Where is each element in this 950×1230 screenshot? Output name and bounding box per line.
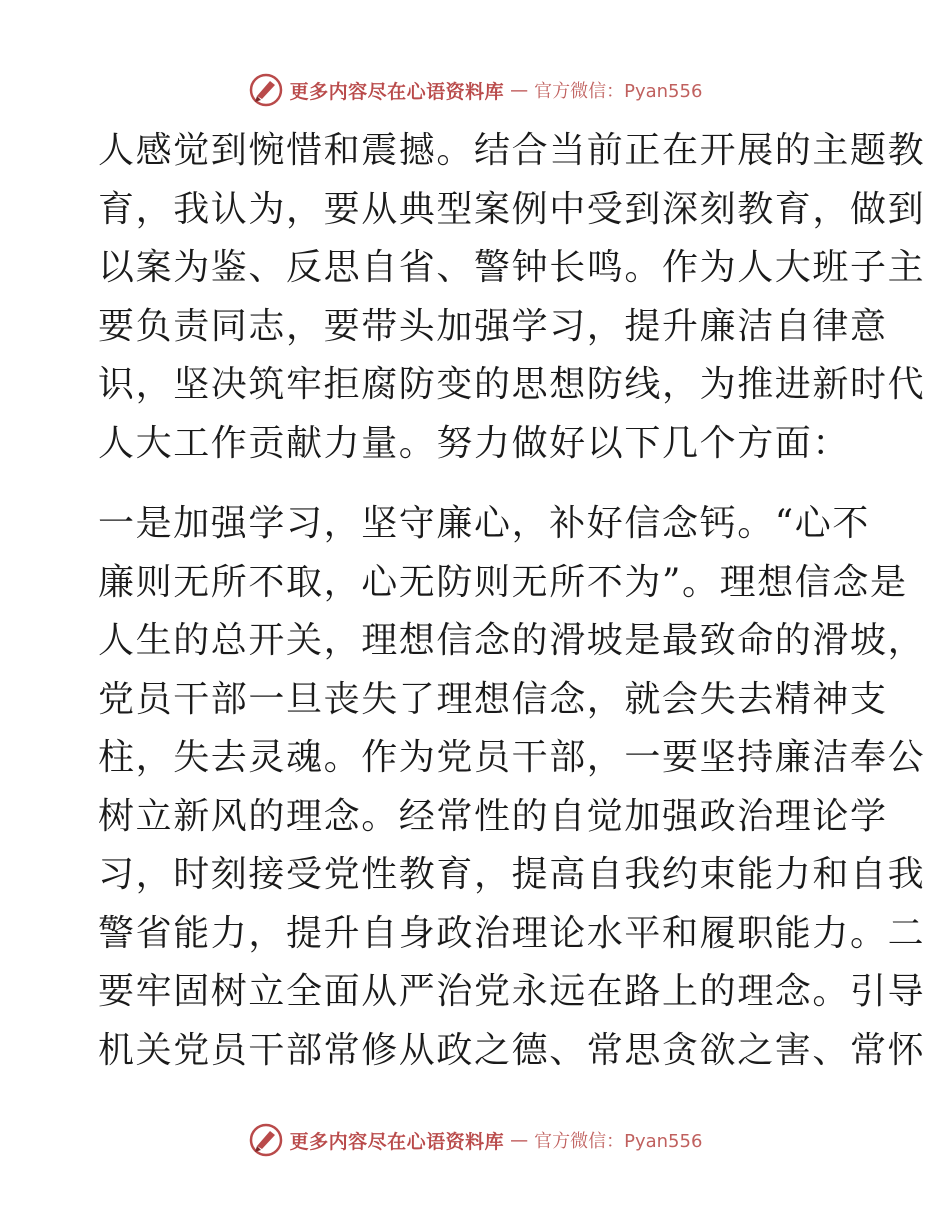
watermark-dash: —	[510, 1129, 529, 1151]
watermark-footer	[0, 1120, 950, 1160]
paragraph	[98, 495, 926, 1080]
paragraph	[98, 122, 926, 473]
watermark-wechat: 官方微信：Pyan556	[534, 1131, 703, 1152]
text-line: 人感觉到惋惜和震撼。结合当前正在开展的主题教	[98, 130, 926, 171]
text-line: 机关党员干部常修从政之德、常思贪欲之害、常怀	[98, 1029, 926, 1071]
text-line: 廉则无所不取，心无防则无所不为”。理想信念是	[98, 561, 908, 603]
text-line: 要负责同志，要带头加强学习，提升廉洁自律意	[98, 305, 888, 347]
text-line: 一是加强学习，坚守廉心，补好信念钙。“心不	[98, 503, 871, 544]
document-body	[98, 122, 926, 1080]
watermark-header	[0, 70, 950, 110]
watermark-wechat: 官方微信：Pyan556	[534, 81, 703, 102]
text-line: 树立新风的理念。经常性的自觉加强政治理论学	[98, 795, 888, 837]
text-line: 警省能力，提升自身政治理论水平和履职能力。二	[98, 912, 926, 954]
watermark-dash: —	[510, 79, 529, 101]
text-line: 识，坚决筑牢拒腐防变的思想防线，为推进新时代	[98, 364, 926, 405]
pen-logo-icon	[248, 72, 284, 108]
text-line: 育，我认为，要从典型案例中受到深刻教育，做到	[98, 188, 926, 230]
text-line: 要牢固树立全面从严治党永远在路上的理念。引导	[98, 971, 926, 1012]
text-line: 人大工作贡献力量。努力做好以下几个方面：	[98, 422, 851, 464]
text-line: 党员干部一旦丧失了理想信念，就会失去精神支	[98, 678, 888, 720]
text-line: 以案为鉴、反思自省、警钟长鸣。作为人大班子主	[98, 247, 926, 288]
text-line: 人生的总开关，理想信念的滑坡是最致命的滑坡，	[98, 620, 926, 661]
watermark-brand: 更多内容尽在心语资料库	[289, 1130, 505, 1153]
text-line: 柱，失去灵魂。作为党员干部，一要坚持廉洁奉公	[98, 737, 926, 778]
pen-logo-icon	[248, 1122, 284, 1158]
watermark-brand: 更多内容尽在心语资料库	[289, 80, 505, 103]
text-line: 习，时刻接受党性教育，提高自我约束能力和自我	[98, 854, 926, 895]
